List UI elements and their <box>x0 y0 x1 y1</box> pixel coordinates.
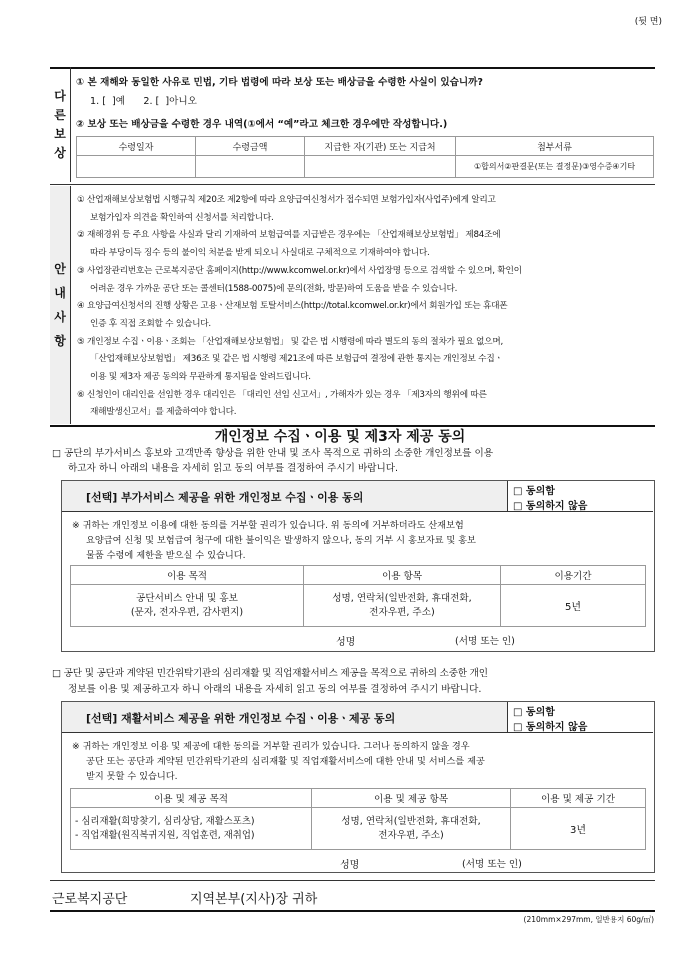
col-receive-date: 수령일자 <box>77 137 196 156</box>
consent1-col-purpose: 이용 목적 <box>71 566 304 585</box>
consent-title: 개인정보 수집ㆍ이용 및 제3자 제공 동의 <box>214 429 466 445</box>
guide-item-5a: ⑤ 개인정보 수집ㆍ이용ㆍ조회는 「산업재해보상보험법」 및 같은 법 시행령에 따라 별도의 동의 절차가 필요 없으며, <box>77 336 503 347</box>
guide-item-3b: 어려운 경우 가까운 공단 또는 콜센터(1588-0075)에 문의(전화, 방문)하여 도움을 받을 수 있습니다. <box>90 283 458 294</box>
consent2-intro-line2: 정보를 이용 및 제공하고자 하니 아래의 내용을 자세히 읽고 동의 여부를 결정하여 주시기 바랍니다. <box>68 684 482 695</box>
consent1-agree-checkbox[interactable]: □ 동의함 <box>513 486 555 497</box>
guide-item-4b: 인증 후 직접 조회할 수 있습니다. <box>90 318 211 329</box>
consent2-agree-checkbox[interactable]: □ 동의함 <box>513 707 555 718</box>
consent2-col-purpose: 이용 및 제공 목적 <box>71 789 312 808</box>
consent1-note-line2: 요양급여 신청 및 보험급여 청구에 대한 불이익은 발생하지 않으나, 동의 거부 시 홍보자료 및 홍보 <box>86 535 476 546</box>
guide-item-3a: ③ 사업장관리번호는 근로복지공단 홈페이지(http://www.kcomwel.or.kr)에서 사업장명 등으로 검색할 수 있으며, 확인이 <box>77 265 522 276</box>
consent1-header: [선택] 부가서비스 제공을 위한 개인정보 수집ㆍ이용 동의 <box>86 491 364 504</box>
consent2-col-items: 이용 및 제공 항목 <box>312 789 511 808</box>
consent1-sign-label: 성명 <box>336 637 356 648</box>
guide-side-label: 안 내 사 항 <box>54 262 66 348</box>
consent1-note-line1: ※ 귀하는 개인정보 이용에 대한 동의를 거부할 권리가 있습니다. 위 동의에 거부하더라도 산재보험 <box>72 520 464 531</box>
guide-item-2b: 따라 부당이득 징수 등의 불이익 처분을 받게 되오니 사실대로 구체적으로 기재하여야 합니다. <box>90 248 430 259</box>
consent1-intro-line2: 하고자 하니 아래의 내용을 자세히 읽고 동의 여부를 결정하여 주시기 바랍니다. <box>68 463 399 474</box>
consent2-sign-field[interactable]: (서명 또는 인) <box>462 859 522 870</box>
consent1-disagree-checkbox[interactable]: □ 동의하지 않음 <box>513 501 588 512</box>
footer-addressee: 지역본부(지사)장 귀하 <box>190 892 318 907</box>
paper-spec: (210mm×297mm, 일반용지 60g/㎡) <box>523 915 654 924</box>
footer-organization: 근로복지공단 <box>52 892 128 907</box>
consent2-intro-line1: □ 공단 및 공단과 계약된 민간위탁기관의 심리재활 및 직업재활서비스 제공을 목적으로 귀하의 소중한 개인 <box>52 668 488 679</box>
guide-item-2a: ② 재해경위 등 주요 사항을 사실과 달리 기재하여 보험급여를 지급받은 경우에는 「산업재해보상보험법」 제84조에 <box>77 230 501 241</box>
col-receive-amount: 수령금액 <box>196 137 305 156</box>
guide-item-5c: 이용 및 제3자 제공 동의와 무관하게 통지됨을 알려드립니다. <box>90 372 311 383</box>
guide-item-6a: ⑥ 신청인이 대리인을 선임한 경우 대리인은 「대리인 선임 신고서」, 가해자가 있는 경우 「제3자의 행위에 따른 <box>77 389 487 400</box>
consent1-purpose-cell: 공단서비스 안내 및 홍보 (문자, 전자우편, 감사편지) <box>71 585 304 627</box>
guide-item-5b: 「산업재해보상보험법」 제36조 및 같은 법 시행령 제21조에 따른 보험급여 결정에 관한 통지는 개인정보 수집ㆍ <box>90 354 503 365</box>
consent1-col-items: 이용 항목 <box>304 566 501 585</box>
payer-cell[interactable] <box>305 156 456 178</box>
consent2-col-period: 이용 및 제공 기간 <box>511 789 646 808</box>
col-attachments: 첨부서류 <box>456 137 654 156</box>
consent2-disagree-checkbox[interactable]: □ 동의하지 않음 <box>513 722 588 733</box>
consent2-purpose-cell: - 심리재활(희망찾기, 심리상담, 재활스포츠) - 직업재활(원직복귀지원, 직업훈련, 재취업) <box>71 808 312 850</box>
consent1-col-period: 이용기간 <box>501 566 646 585</box>
guide-item-4a: ④ 요양급여신청서의 진행 상황은 고용ㆍ산재보험 토탈서비스(http://total.kcomwel.or.kr)에서 회원가입 또는 휴대폰 <box>77 301 508 312</box>
col-payer: 지급한 자(기관) 또는 지급처 <box>305 137 456 156</box>
consent2-note-line2: 공단 또는 공단과 계약된 민간위탁기관의 심리재활 및 직업재활서비스에 대한 안내 및 서비스를 제공 <box>86 756 485 767</box>
consent2-sign-label: 성명 <box>340 860 360 871</box>
other-comp-side-label: 다 른 보 상 <box>54 88 66 160</box>
consent2-note-line1: ※ 귀하는 개인정보 이용 및 제공에 대한 동의를 거부할 권리가 있습니다. 그러나 동의하지 않을 경우 <box>72 741 470 752</box>
guide-item-6b: 재해발생신고서」를 제출하여야 합니다. <box>90 407 237 418</box>
receive-date-cell[interactable] <box>77 156 196 178</box>
guide-items <box>77 192 653 422</box>
other-comp-answer-options[interactable]: 1. [ ]예 2. [ ]아니오 <box>90 96 197 107</box>
consent2-table <box>70 788 646 850</box>
consent2-header: [선택] 재활서비스 제공을 위한 개인정보 수집ㆍ이용ㆍ제공 동의 <box>86 712 396 725</box>
receive-amount-cell[interactable] <box>196 156 305 178</box>
consent1-sign-field[interactable]: (서명 또는 인) <box>455 636 515 647</box>
other-comp-table <box>76 136 654 178</box>
consent1-note-line3: 물품 수령에 제한을 받으실 수 있습니다. <box>86 550 246 561</box>
other-comp-question-2: ② 보상 또는 배상금을 수령한 경우 내역(①에서 “예”라고 체크한 경우에만 작성합니다.) <box>76 119 448 130</box>
page-side-mark: (뒷 면) <box>634 17 662 27</box>
consent2-note-line3: 받지 못할 수 있습니다. <box>86 771 178 782</box>
consent2-items-cell: 성명, 연락처(일반전화, 휴대전화, 전자우편, 주소) <box>312 808 511 850</box>
consent1-items-cell: 성명, 연락처(일반전화, 휴대전화, 전자우편, 주소) <box>304 585 501 627</box>
consent1-period-cell: 5년 <box>501 585 646 627</box>
guide-item-1b: 보험가입자 의견을 확인하여 신청서를 처리합니다. <box>90 212 274 223</box>
guide-item-1a: ① 산업재해보상보험법 시행규칙 제20조 제2항에 따라 요양급여신청서가 접수되면 보험가입자(사업주)에게 알리고 <box>77 195 496 205</box>
consent2-period-cell: 3년 <box>511 808 646 850</box>
other-comp-question-1: ① 본 재해와 동일한 사유로 민법, 기타 법령에 따라 보상 또는 배상금을 수령한 사실이 있습니까? <box>76 77 483 88</box>
attachments-note: ①합의서②판결문(또는 결정문)③영수증④기타 <box>456 156 654 178</box>
consent1-table <box>70 565 646 627</box>
consent1-intro-line1: □ 공단의 부가서비스 홍보와 고객만족 향상을 위한 안내 및 조사 목적으로 귀하의 소중한 개인정보를 이용 <box>52 448 493 459</box>
